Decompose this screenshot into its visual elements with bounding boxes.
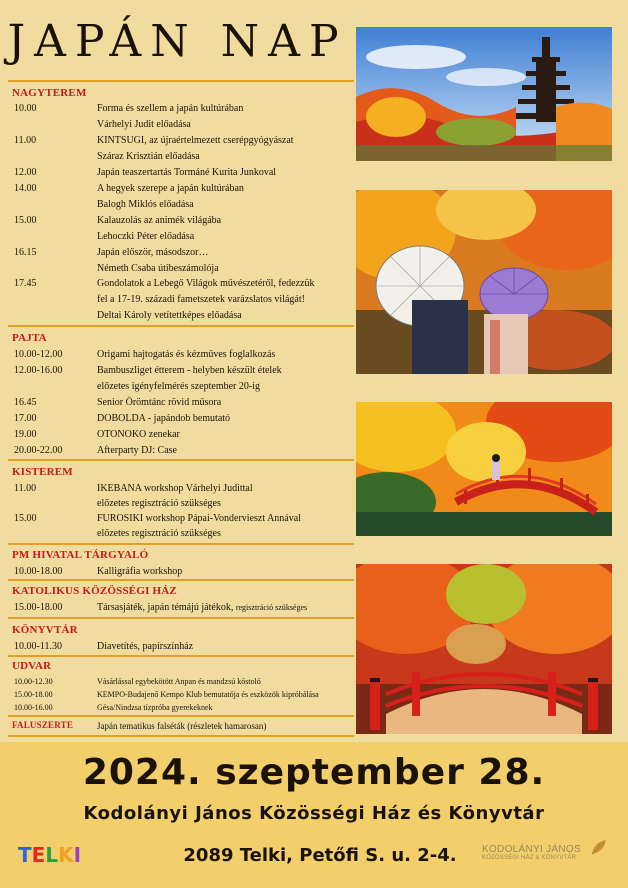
schedule-sub: Japán tematikus falséták (részletek hamarosan) <box>97 721 267 731</box>
divider <box>8 735 354 737</box>
event-date: 2024. szeptember 28. <box>82 752 546 793</box>
telki-logo-text: TELKI <box>18 843 82 867</box>
schedule-sub: Balogh Miklós előadása <box>97 199 194 210</box>
divider <box>8 459 354 461</box>
divider <box>8 655 354 657</box>
venue-address: 2089 Telki, Petőfi S. u. 2-4. <box>183 845 457 866</box>
section-heading-kisterem: KISTEREM <box>12 466 73 478</box>
kodolanyi-logo <box>482 836 612 868</box>
section-heading-katolikus: KATOLIKUS KÖZÖSSÉGI HÁZ <box>12 585 177 597</box>
poster-title: JAPÁN NAP <box>7 16 348 67</box>
leaf-icon <box>588 836 610 858</box>
schedule-sub: előzetes igényfelmérés szeptember 20-ig <box>97 381 260 392</box>
photo-red-bridge <box>356 402 612 536</box>
schedule-sub: előzetes regisztráció szükséges <box>97 528 221 539</box>
schedule-sub: Várhelyi Judit előadása <box>97 119 191 130</box>
photo-umbrellas <box>356 190 612 374</box>
section-heading-konyvtar: KÖNYVTÁR <box>12 624 78 636</box>
schedule-sub: fel a 17-19. századi fametszetek varázslatos világát! <box>97 294 305 305</box>
divider <box>8 579 354 581</box>
schedule-sub: előzetes regisztráció szükséges <box>97 498 221 509</box>
divider <box>8 543 354 545</box>
schedule-sub: Száraz Krisztián előadása <box>97 151 200 162</box>
divider <box>8 325 354 327</box>
divider <box>8 80 354 82</box>
venue-name: Kodolányi János Közösségi Ház és Könyvtár <box>83 803 545 824</box>
kodolanyi-logo-line2: KÖZÖSSÉGI HÁZ & KÖNYVTÁR <box>482 855 577 861</box>
section-heading-pm-hivatal: PM HIVATAL TÁRGYALÓ <box>12 549 149 561</box>
section-heading-nagyterem: NAGYTEREM <box>12 87 87 99</box>
schedule-sub: Lehoczki Péter előadása <box>97 231 195 242</box>
divider <box>8 715 354 717</box>
telki-logo <box>18 842 102 868</box>
schedule-sub: Németh Csaba útibeszámolója <box>97 263 219 274</box>
section-heading-faluszerte: FALUSZERTE <box>12 720 74 730</box>
photo-garden-bridge <box>356 564 612 734</box>
photo-pagoda <box>356 27 612 161</box>
section-heading-udvar: UDVAR <box>12 660 52 672</box>
divider <box>8 617 354 619</box>
schedule-sub: Deltai Károly vetítettképes előadása <box>97 310 242 321</box>
kodolanyi-logo-line1: KODOLÁNYI JÁNOS <box>482 844 581 855</box>
section-heading-pajta: PAJTA <box>12 332 47 344</box>
